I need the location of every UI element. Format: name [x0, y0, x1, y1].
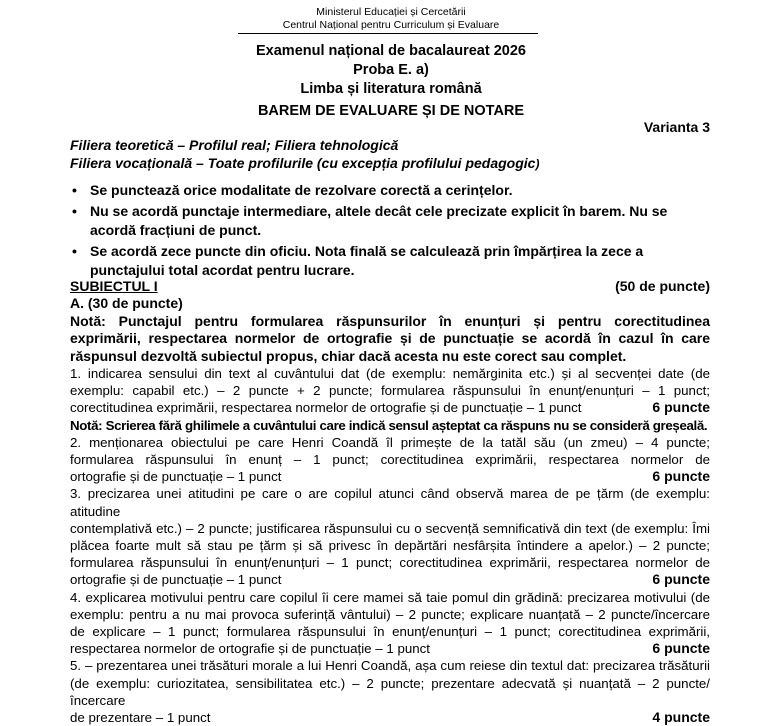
item-4-line-last: respectarea normelor de ortografie și de punctuație – 1 punct 6 puncte — [70, 640, 710, 657]
item-2-line: 2. menționarea obiectului pe care Henri Coandă îl primește de la tatăl său (un zmeu) – 4 puncte; — [70, 434, 710, 450]
item-4-line: 4. explicarea motivului pentru care copilul îi cere mamei să taie pomul din grădină: precizarea motivului (de — [70, 589, 710, 605]
proba-title: Proba E. a) — [353, 62, 429, 78]
item-5-line: (de exemplu: curiozitatea, sensibilitatea etc.) – 2 puncte; prezentare adecvată și nuanțată – 2 puncte/încercare — [70, 675, 710, 708]
barem-title: BAREM DE EVALUARE ȘI DE NOTARE — [257, 103, 525, 119]
item-3-points: 6 puncte — [652, 571, 710, 588]
item-1-line-last: corectitudinea exprimării, respectarea normelor de ortografie și de punctuație – 1 punct 6 puncte — [70, 399, 710, 416]
header-divider — [238, 33, 538, 34]
item-3-line: contemplativă etc.) – 2 puncte; justificarea răspunsului cu o secvență semnificativă din text (de exemplu: Îmi — [70, 520, 710, 536]
subiect-points: (50 de puncte) — [615, 278, 710, 294]
item-4-points: 6 puncte — [652, 640, 710, 657]
filiera-line-2-end: ) — [535, 157, 540, 171]
item-2-line-last: ortografie și de punctuație – 1 punct 6 puncte — [70, 468, 710, 485]
subject-title: Limba și literatura română — [300, 81, 482, 97]
rules-list — [70, 181, 710, 282]
subiect-title: SUBIECTUL I — [70, 278, 158, 294]
item-2-line: formularea răspunsului în enunț – 1 punct; corectitudinea exprimării, respectarea normelor de — [70, 452, 710, 468]
filiera-line-2-text: Filiera vocațională – Toate profilurile (cu excepția profilului pedagogic — [70, 155, 536, 171]
filiera-line-2 — [70, 154, 539, 173]
content-block — [70, 295, 710, 726]
item-4-line: exemplu: pentru a nu mai provoca suferință vântului) – 2 puncte; explicare nuanțată – 2 puncte/încercare — [70, 606, 710, 622]
filiera-line-1: Filiera teoretică – Profilul real; Filiera tehnologică — [70, 137, 399, 153]
item-5-line: 5. – prezentarea unei trăsături morale a lui Henri Coandă, așa cum reiese din textul dat: precizarea trăsăturii — [70, 658, 710, 674]
item-2-points: 6 puncte — [652, 468, 710, 485]
center-name: Centrul Național pentru Curriculum și Evaluare — [282, 19, 500, 31]
item-4-line: de explicare – 1 punct; formularea răspunsului în enunț/enunțuri – 1 punct; corectitudinea exprimării, — [70, 624, 710, 640]
part-a-heading: A. (30 de puncte) — [70, 295, 183, 311]
item-5-points: 4 puncte — [652, 709, 710, 726]
item-1-points: 6 puncte — [652, 399, 710, 416]
item-1-line: 1. indicarea sensului din text al cuvântului dat (de exemplu: nemărginita etc.) și al secvenței date (de — [70, 366, 710, 381]
item-5-line-last: de prezentare – 1 punct 4 puncte — [70, 709, 710, 726]
rule-item: • Nu se acordă punctaje intermediare, altele decât cele precizate explicit în barem. Nu se acordă fracțiuni de punct. — [70, 202, 710, 240]
nota-line: exprimării, respectarea normelor de ortografie și de punctuație se acordă în cazul în care — [70, 330, 710, 346]
item-3-line: formularea răspunsului în enunț/enunțuri – 1 punct; corectitudinea exprimării, respectarea normelor de — [70, 555, 710, 571]
item-3-line: plăcea foarte mult să stau pe țărm și să privesc în depărtări nesfârșita întindere a apelor.) – 2 puncte; — [70, 538, 710, 554]
exam-title: Examenul național de bacalaureat 2026 — [256, 43, 526, 59]
rule-item: • Se punctează orice modalitate de rezolvare corectă a cerințelor. — [70, 181, 710, 200]
ministry-name: Ministerul Educației și Cercetării — [316, 6, 466, 18]
subiect-header — [70, 278, 710, 295]
nota-ghilimele: Notă: Scrierea fără ghilimele a cuvântului care indică sensul așteptat ca răspuns nu se consideră greșeală. — [70, 417, 708, 433]
nota-line: Notă: Punctajul pentru formularea răspunsurilor în enunțuri și pentru corectitudinea — [70, 312, 710, 329]
item-1-line: exemplu: capabil etc.) – 2 puncte + 2 puncte; formularea răspunsului în enunț/enunțuri – 1 punct; — [70, 383, 710, 399]
item-3-line: 3. precizarea unei atitudini pe care o are copilul atunci când observă marea de pe țărm (de exemplu: atitudine — [70, 486, 710, 519]
variant-label: Varianta 3 — [643, 119, 710, 135]
item-3-line-last: ortografie și de punctuație – 1 punct 6 puncte — [70, 571, 710, 588]
nota-line: răspunsul dezvoltă subiectul propus, chiar dacă acesta nu este corect sau complet. — [70, 347, 627, 364]
rule-item: • Se acordă zece puncte din oficiu. Nota finală se calculează prin împărțirea la zece a punctajului total acordat pentru lucrare. — [70, 242, 710, 280]
